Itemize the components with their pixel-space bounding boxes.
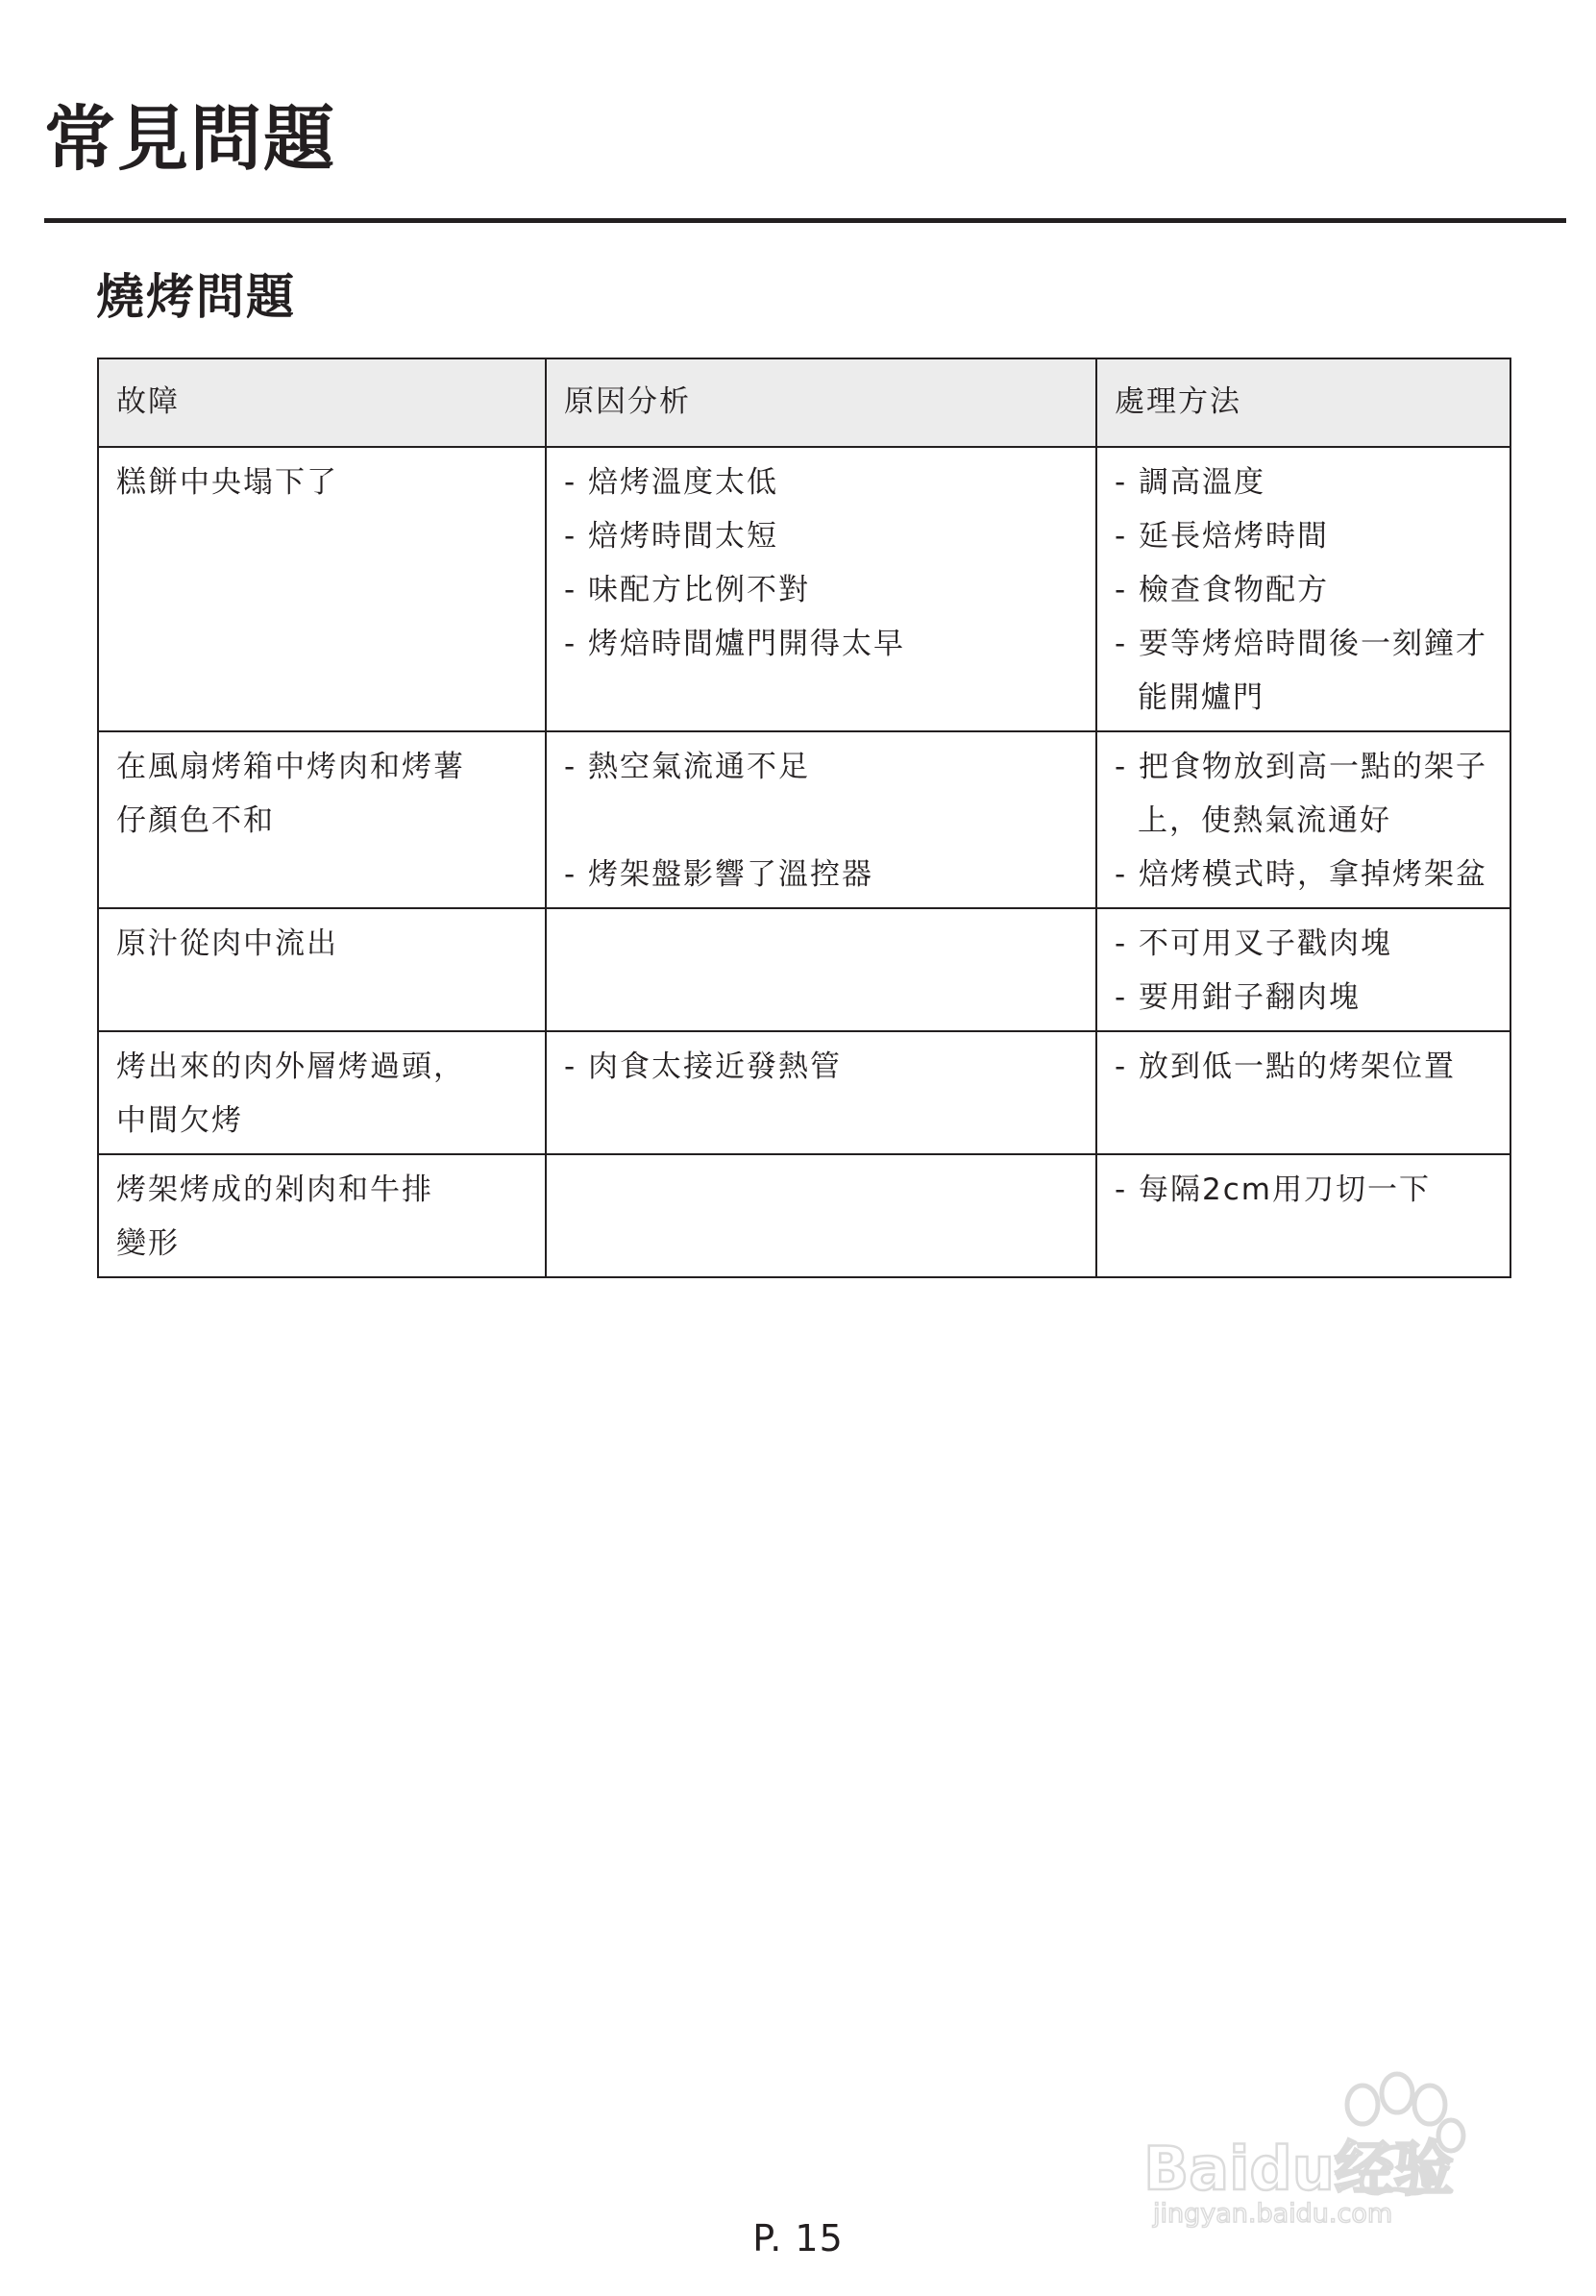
fix-cell xyxy=(1096,1031,1510,1154)
cause-cell xyxy=(546,1154,1096,1277)
cause-cell xyxy=(546,731,1096,908)
page-number: P. 15 xyxy=(752,2217,844,2259)
table-header xyxy=(98,358,1510,447)
baidu-watermark xyxy=(1134,2066,1537,2230)
fault-text: 烤出來的肉外層烤過頭， xyxy=(116,1049,465,1084)
cause-item: - 肉食太接近發熱管 xyxy=(564,1049,843,1084)
cause-item: - 味配方比例不對 xyxy=(564,573,811,607)
fix-item: - 檢查食物配方 xyxy=(1115,573,1330,607)
fault-cell xyxy=(98,1031,546,1154)
fix-item: - 調高溫度 xyxy=(1115,465,1266,500)
watermark-url: jingyan.baidu.com xyxy=(1153,2199,1393,2229)
header-fault: 故障 xyxy=(98,358,546,447)
watermark-brand: Baidu经验 xyxy=(1143,2134,1454,2204)
fix-item: - 放到低一點的烤架位置 xyxy=(1115,1049,1457,1084)
fault-cell xyxy=(98,908,546,1031)
fault-text: 糕餅中央塌下了 xyxy=(116,465,338,500)
fix-item: - 延長焙烤時間 xyxy=(1115,519,1330,554)
fault-text: 原汁從肉中流出 xyxy=(116,926,338,961)
table-row xyxy=(98,1031,1510,1154)
fault-text: 在風扇烤箱中烤肉和烤薯 xyxy=(116,750,465,784)
table-row xyxy=(98,1154,1510,1277)
table-row xyxy=(98,731,1510,908)
header-cause: 原因分析 xyxy=(546,358,1096,447)
fault-text: 中間欠烤 xyxy=(116,1103,243,1138)
fix-cell xyxy=(1096,447,1510,731)
table-body xyxy=(98,447,1510,1277)
cause-cell xyxy=(546,447,1096,731)
header-row xyxy=(98,358,1510,447)
fix-item: - 不可用叉子戳肉塊 xyxy=(1115,926,1393,961)
cause-spacer xyxy=(564,794,1078,848)
fault-cell xyxy=(98,731,546,908)
fix-item: - 把食物放到高一點的架子上，使熱氣流通好 xyxy=(1115,750,1488,838)
fault-cell xyxy=(98,1154,546,1277)
fix-item: - 要等烤焙時間後一刻鐘才能開爐門 xyxy=(1115,627,1488,715)
header-fix: 處理方法 xyxy=(1096,358,1510,447)
fault-cell xyxy=(98,447,546,731)
cause-item: - 熱空氣流通不足 xyxy=(564,750,811,784)
fix-item: - 每隔2cm用刀切一下 xyxy=(1115,1173,1432,1207)
fix-item: - 焙烤模式時，拿掉烤架盆 xyxy=(1115,857,1488,892)
fix-item: - 要用鉗子翻肉塊 xyxy=(1115,980,1362,1015)
cause-item: - 焙烤溫度太低 xyxy=(564,465,779,500)
cause-cell xyxy=(546,1031,1096,1154)
cause-cell xyxy=(546,908,1096,1031)
cause-item: - 烤焙時間爐門開得太早 xyxy=(564,627,906,661)
fault-text: 仔顏色不和 xyxy=(116,803,275,838)
cause-item: - 焙烤時間太短 xyxy=(564,519,779,554)
table-row xyxy=(98,447,1510,731)
fault-text: 變形 xyxy=(116,1226,180,1261)
fault-text: 烤架烤成的剁肉和牛排 xyxy=(116,1173,433,1207)
table-row xyxy=(98,908,1510,1031)
fix-cell xyxy=(1096,1154,1510,1277)
title-divider xyxy=(44,218,1566,223)
section-title: 燒烤問題 xyxy=(96,269,296,325)
fix-cell xyxy=(1096,908,1510,1031)
page-title: 常見問題 xyxy=(44,98,336,181)
cause-item: - 烤架盤影響了溫控器 xyxy=(564,857,874,892)
troubleshooting-table xyxy=(97,358,1511,1278)
fix-cell xyxy=(1096,731,1510,908)
